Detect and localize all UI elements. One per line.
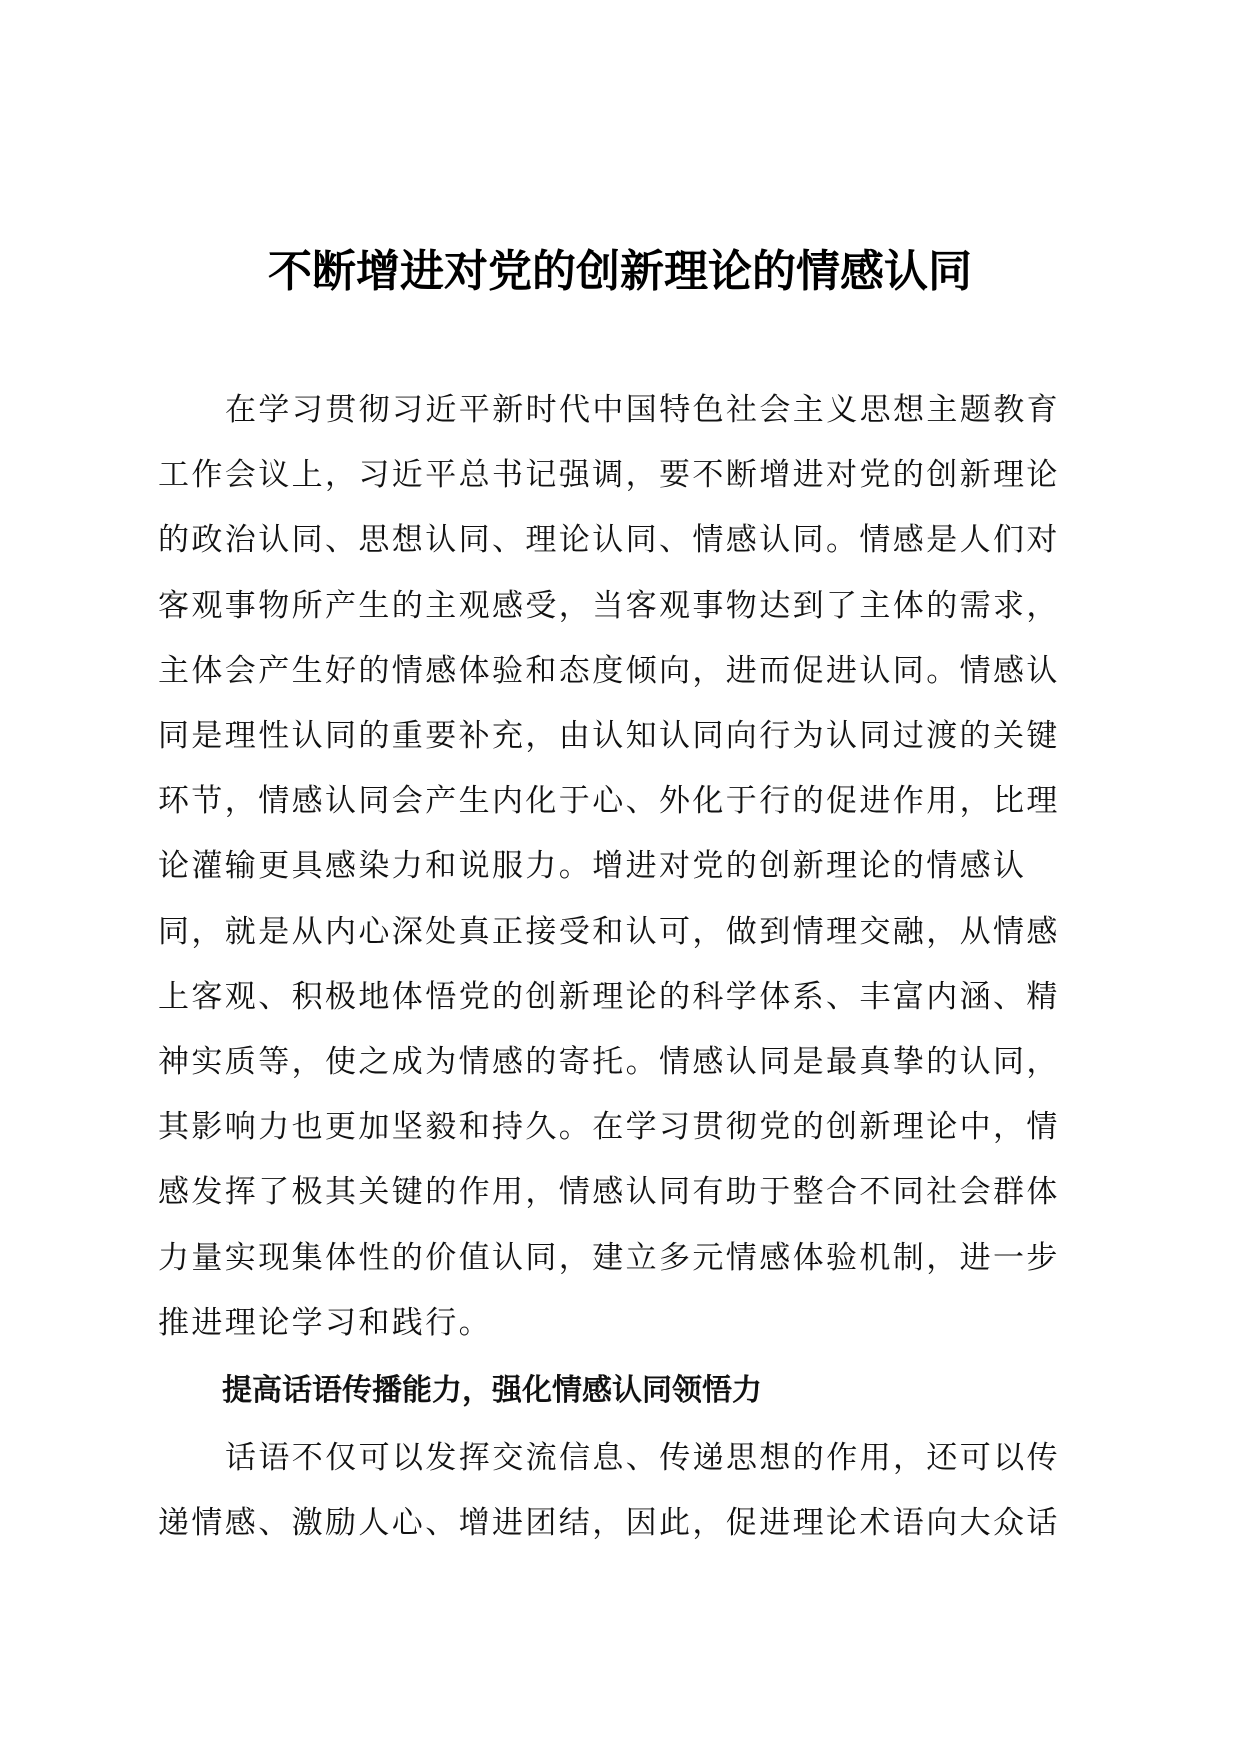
intro-paragraph: 在学习贯彻习近平新时代中国特色社会主义思想主题教育工作会议上，习近平总书记强调，要不断增进对党的创新理论的政治认同、思想认同、理论认同、情感认同。情感是人们对客观事物所产生的主观感受，当客观事物达到了主体的需求，主体会产生好的情感体验和态度倾向，进而促进认同。情感认同是理性认同的重要补充，由认知认同向行为认同过渡的关键环节，情感认同会产生内化于心、外化于行的促进作用，比理论灌输更具感染力和说服力。增进对党的创新理论的情感认同，就是从内心深处真正接受和认可，做到情理交融，从情感上客观、积极地体悟党的创新理论的科学体系、丰富内涵、精神实质等，使之成为情感的寄托。情感认同是最真挚的认同，其影响力也更加坚毅和持久。在学习贯彻党的创新理论中，情感发挥了极其关键的作用，情感认同有助于整合不同社会群体力量实现集体性的价值认同，建立多元情感体验机制，进一步推进理论学习和践行。	[158, 392, 1060, 1341]
document-title: 不断增进对党的创新理论的情感认同	[268, 246, 972, 297]
section-heading: 提高话语传播能力，强化情感认同领悟力	[222, 1373, 762, 1408]
section-paragraph: 话语不仅可以发挥交流信息、传递思想的作用，还可以传递情感、激励人心、增进团结，因此，促进理论术语向大众话	[158, 1440, 1060, 1542]
